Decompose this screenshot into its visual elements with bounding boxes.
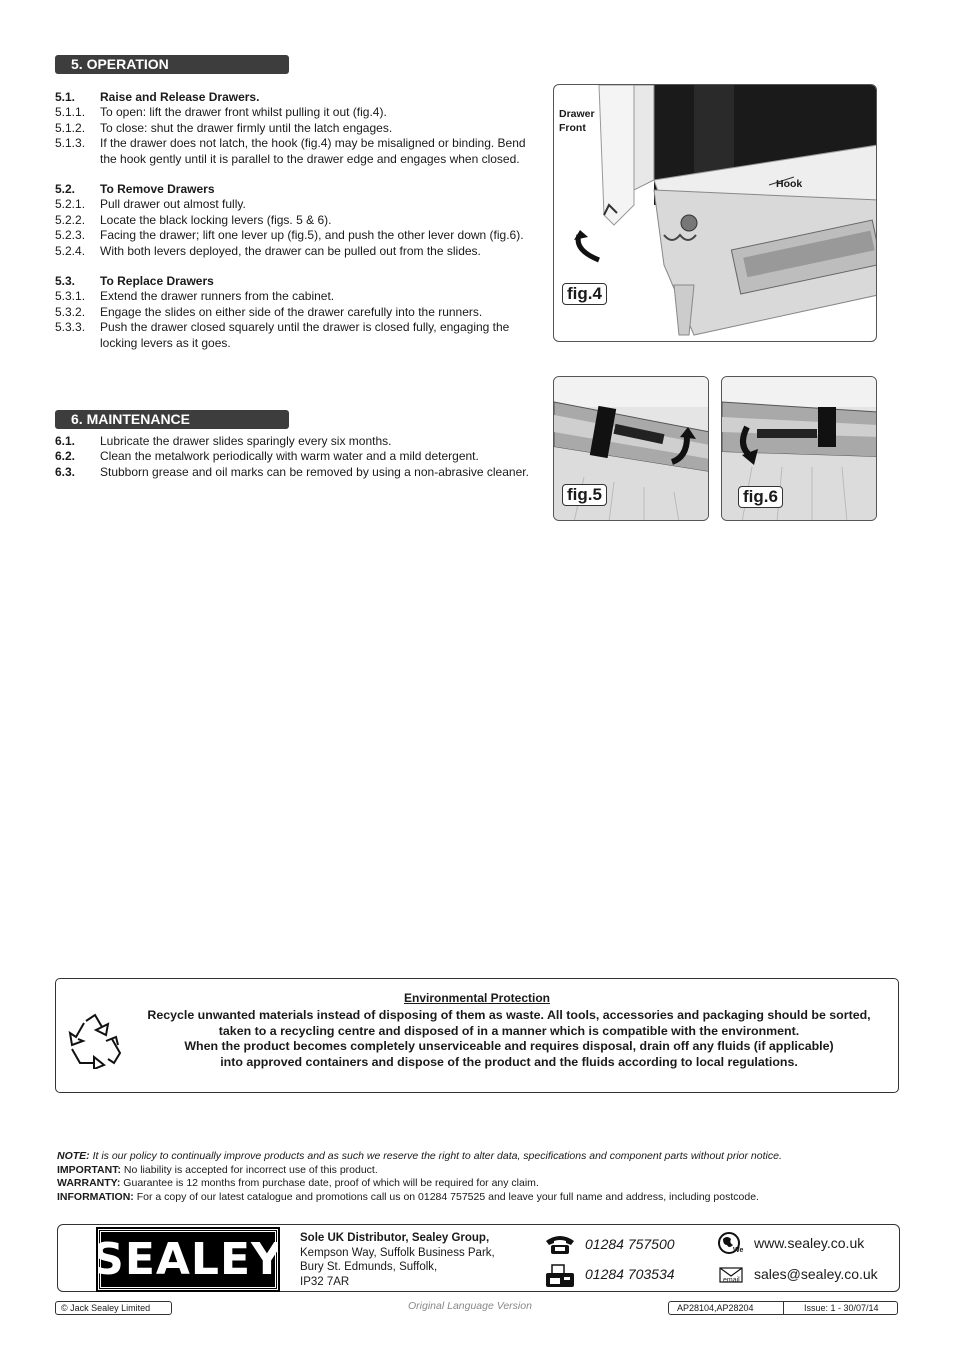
important-label: IMPORTANT: — [57, 1163, 121, 1176]
distributor-line-3: Bury St. Edmunds, Suffolk, — [300, 1261, 438, 1273]
warranty-label: WARRANTY: — [57, 1177, 121, 1189]
fig6-image — [721, 376, 877, 521]
item-number: 5.2.4. — [55, 243, 86, 258]
instruction-item — [55, 121, 545, 136]
item-text: Lubricate the drawer slides sparingly every six months. — [100, 434, 392, 448]
maintenance-item — [55, 449, 545, 464]
instruction-item — [55, 320, 545, 351]
item-number: 5.2.2. — [55, 212, 86, 227]
item-number: 5.3.3. — [55, 320, 86, 335]
section-title: To Remove Drawers — [100, 182, 215, 197]
section-heading — [55, 182, 545, 197]
recycle-icon — [66, 1013, 124, 1069]
email-icon-label: email — [723, 1277, 740, 1284]
section-number: 5.3. — [55, 274, 76, 289]
model-issue-box — [668, 1301, 898, 1315]
distributor-line-1: Sole UK Distributor, Sealey Group, — [300, 1232, 490, 1244]
environmental-protection-box — [55, 978, 899, 1093]
section-number: 5.2. — [55, 182, 76, 197]
instruction-item — [55, 228, 545, 243]
env-line-4: into approved containers and dispose of the product and the fluids according to local regulations. — [220, 1054, 798, 1069]
instruction-item — [55, 197, 545, 212]
environmental-title: Environmental Protection — [403, 991, 551, 1005]
copyright: © Jack Sealey Limited — [55, 1301, 172, 1315]
distributor-address — [300, 1231, 495, 1289]
item-text: With both levers deployed, the drawer can be pulled out from the slides. — [100, 243, 481, 258]
operation-heading: 5. OPERATION — [55, 55, 289, 74]
important-text: No liability is accepted for incorrect use of this product. — [120, 1163, 378, 1176]
section-heading — [55, 274, 545, 289]
note-text: It is our policy to continually improve products and as such we reserve the right to alter data, specifications and component parts without prior notice. — [89, 1150, 782, 1162]
item-text: Push the drawer closed squarely until the drawer is closed fully, engaging the locking levers as it goes. — [100, 320, 510, 350]
information-label: INFORMATION: — [57, 1190, 134, 1203]
email-link[interactable]: sales@sealey.co.uk — [754, 1266, 878, 1282]
item-text: Extend the drawer runners from the cabinet. — [100, 289, 335, 304]
section-heading — [55, 90, 545, 105]
fig5-image — [553, 376, 709, 521]
instruction-item — [55, 105, 545, 120]
maintenance-text — [55, 434, 545, 480]
instruction-item — [55, 305, 545, 320]
maintenance-item — [55, 465, 545, 480]
instruction-item — [55, 136, 545, 167]
item-text: Locate the black locking levers (figs. 5 & 6). — [100, 212, 332, 227]
phone-number[interactable]: 01284 757500 — [585, 1236, 675, 1252]
footer-contact-box — [57, 1224, 900, 1292]
fig4-label: fig.4 — [562, 283, 607, 305]
instruction-item — [55, 289, 545, 304]
operation-text — [55, 90, 545, 351]
legal-notes — [57, 1150, 897, 1204]
env-line-3: When the product becomes completely unserviceable and requires disposal, drain off any fluids (if applicable) — [184, 1039, 834, 1053]
item-number: 6.3. — [55, 464, 76, 479]
env-line-1: Recycle unwanted materials instead of disposing of them as waste. All tools, accessories and packaging should be sorted, — [147, 1008, 871, 1022]
information-text: For a copy of our latest catalogue and promotions call us on 01284 757525 and leave your full name and address, including postcode. — [133, 1190, 759, 1203]
website-link[interactable]: www.sealey.co.uk — [754, 1235, 865, 1251]
hook-callout: Hook — [776, 178, 803, 190]
item-number: 6.2. — [55, 449, 76, 464]
language-version: Original Language Version — [408, 1300, 532, 1312]
item-number: 5.1.2. — [55, 120, 86, 135]
item-text: Pull drawer out almost fully. — [100, 197, 246, 212]
model-numbers: AP28104,AP28204 — [669, 1302, 784, 1314]
item-text: Stubborn grease and oil marks can be removed by using a non-abrasive cleaner. — [100, 464, 529, 479]
drawer-front-callout: Drawer Front — [559, 108, 595, 134]
item-text: To open: lift the drawer front whilst pulling it out (fig.4). — [100, 105, 387, 120]
section-title: Raise and Release Drawers. — [100, 90, 260, 104]
warranty-text: Guarantee is 12 months from purchase date, proof of which will be required for any claim. — [120, 1177, 539, 1189]
issue-date: Issue: 1 - 30/07/14 — [804, 1303, 879, 1313]
item-number: 5.1.3. — [55, 136, 86, 151]
section-title: To Replace Drawers — [100, 274, 214, 289]
environmental-text — [126, 1008, 892, 1070]
web-icon-label: We — [733, 1247, 744, 1254]
telephone-icon — [544, 1233, 576, 1255]
item-text: To close: shut the drawer firmly until the latch engages. — [100, 120, 393, 135]
section-number: 5.1. — [55, 90, 76, 104]
note-label: NOTE: — [57, 1150, 90, 1162]
item-text: If the drawer does not latch, the hook (fig.4) may be misaligned or binding. Bend the hook gently until it is parallel to the drawer edge and engages when closed. — [100, 136, 526, 166]
env-line-2: taken to a recycling centre and disposed of in a manner which is compatible with the environment. — [218, 1023, 800, 1038]
fig4-image — [553, 84, 877, 342]
item-number: 5.3.2. — [55, 304, 86, 319]
maintenance-heading: 6. MAINTENANCE — [55, 410, 289, 429]
distributor-line-2: Kempson Way, Suffolk Business Park, — [300, 1246, 495, 1259]
item-text: Clean the metalwork periodically with warm water and a mild detergent. — [100, 449, 479, 464]
item-number: 5.1.1. — [55, 105, 86, 120]
web-globe-icon — [717, 1231, 745, 1259]
item-text: Engage the slides on either side of the drawer carefully into the runners. — [100, 304, 483, 319]
item-text: Facing the drawer; lift one lever up (fig.5), and push the other lever down (fig.6). — [100, 228, 524, 243]
fig6-label: fig.6 — [738, 486, 783, 508]
fax-icon — [544, 1263, 576, 1289]
item-number: 5.2.1. — [55, 197, 86, 212]
maintenance-item — [55, 434, 545, 449]
item-number: 5.2.3. — [55, 228, 86, 243]
sealey-logo: SEALEY — [98, 1229, 278, 1290]
item-number: 5.3.1. — [55, 289, 86, 304]
distributor-line-4: IP32 7AR — [300, 1275, 350, 1288]
fig5-label: fig.5 — [562, 484, 607, 506]
instruction-item — [55, 213, 545, 228]
item-number: 6.1. — [55, 434, 76, 448]
instruction-item — [55, 244, 545, 259]
fax-number[interactable]: 01284 703534 — [585, 1266, 675, 1282]
